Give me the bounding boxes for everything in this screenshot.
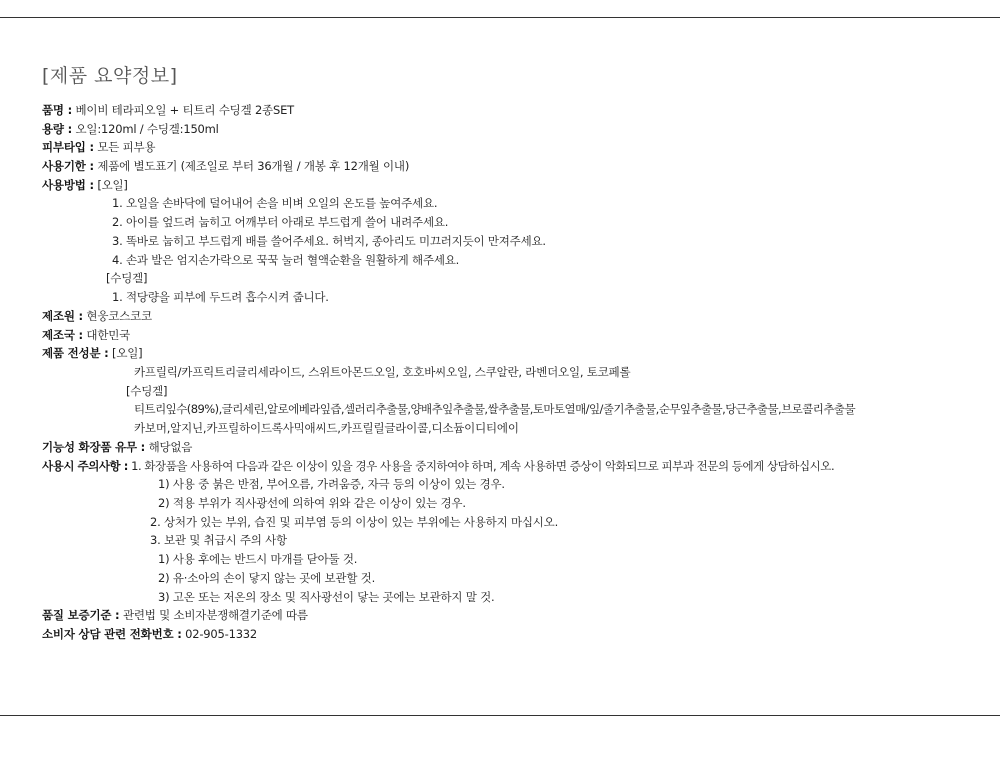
capacity-label: 용량 : [42,122,73,136]
contact-row [42,626,257,642]
product-name-value: 베이비 테라피오일 + 티트리 수딩겔 2종SET [75,103,294,117]
caution-sub-item: 1) 사용 중 붉은 반점, 부어오름, 가려움증, 자극 등의 이상이 있는 경우. [158,477,505,491]
expiry-label: 사용기한 : [42,159,94,173]
top-divider [0,17,1000,18]
usage-oil-header: [오일] [97,178,128,192]
manufacturer-row [42,308,152,324]
country-value: 대한민국 [86,328,131,342]
quality-value: 관련법 및 소비자분쟁해결기준에 따름 [122,608,308,622]
ingredients-gel-text: 카보머,알지닌,카프릴하이드록사믹애씨드,카프릴릴글라이콜,디소듐이디티에이 [134,421,519,435]
caution-label: 사용시 주의사항 : [42,459,128,473]
bottom-divider [0,715,1000,716]
manufacturer-value: 현웅코스코코 [86,309,152,323]
caution-sub-item: 1) 사용 후에는 반드시 마개를 닫아둘 것. [158,552,358,566]
usage-row [42,177,128,193]
ingredients-oil-text: 카프릴릭/카프릭트리글리세라이드, 스위트아몬드오일, 호호바씨오일, 스쿠알란, 라벤더오일, 토코페롤 [134,365,631,379]
usage-oil-step: 1. 오일을 손바닥에 덜어내어 손을 비벼 오일의 온도를 높여주세요. [112,196,438,210]
ingredients-gel-text: 티트리잎수(89%),글리세린,알로에베라잎즙,셀러리추출물,양배추잎추출물,쌀추출물,토마토열매/잎/줄기추출물,순무잎추출물,당근추출물,브로콜리추출물 [134,402,856,416]
product-name-label: 품명 : [42,103,73,117]
quality-label: 품질 보증기준 : [42,608,120,622]
caution-item-1: 1. 화장품을 사용하여 다음과 같은 이상이 있을 경우 사용을 중지하여야 하며, 계속 사용하면 증상이 악화되므로 피부과 전문의 등에게 상담하십시오. [131,459,835,473]
skin-type-value: 모든 피부용 [97,140,156,154]
ingredients-label: 제품 전성분 : [42,346,109,360]
quality-row [42,607,308,623]
caution-item-3: 3. 보관 및 취급시 주의 사항 [150,533,287,547]
caution-row [42,458,834,474]
expiry-value: 제품에 별도표기 (제조일로 부터 36개월 / 개봉 후 12개월 이내) [97,159,410,173]
caution-item-2: 2. 상처가 있는 부위, 습진 및 피부염 등의 이상이 있는 부위에는 사용하지 마십시오. [150,515,559,529]
capacity-row [42,121,219,137]
usage-gel-header: [수딩겔] [106,271,148,285]
caution-sub-item: 3) 고온 또는 저온의 장소 및 직사광선이 닿는 곳에는 보관하지 말 것. [158,590,495,604]
capacity-value: 오일:120ml / 수딩겔:150ml [75,122,219,136]
section-title: [제품 요약정보] [42,65,178,87]
usage-label: 사용방법 : [42,178,94,192]
functional-value: 해당없음 [148,440,193,454]
ingredients-oil-header: [오일] [112,346,143,360]
usage-oil-step: 4. 손과 발은 엄지손가락으로 꾹꾹 눌러 혈액순환을 원활하게 해주세요. [112,253,460,267]
usage-oil-step: 3. 똑바로 눕히고 부드럽게 배를 쓸어주세요. 허벅지, 종아리도 미끄러지듯이 만져주세요. [112,234,546,248]
ingredients-row [42,345,142,361]
skin-type-row [42,139,155,155]
product-name-row [42,102,294,118]
country-row [42,327,130,343]
usage-gel-step: 1. 적당량을 피부에 두드려 흡수시켜 줍니다. [112,290,329,304]
expiry-row [42,158,409,174]
ingredients-gel-header: [수딩겔] [126,384,168,398]
caution-sub-item: 2) 적용 부위가 직사광선에 의하여 위와 같은 이상이 있는 경우. [158,496,466,510]
usage-oil-step: 2. 아이를 엎드려 눕히고 어깨부터 아래로 부드럽게 쓸어 내려주세요. [112,215,449,229]
contact-label: 소비자 상담 관련 전화번호 : [42,627,182,641]
contact-phone: 02-905-1332 [185,627,258,641]
country-label: 제조국 : [42,328,83,342]
skin-type-label: 피부타입 : [42,140,94,154]
functional-label: 기능성 화장품 유무 : [42,440,146,454]
manufacturer-label: 제조원 : [42,309,83,323]
functional-row [42,439,192,455]
caution-sub-item: 2) 유·소아의 손이 닿지 않는 곳에 보관할 것. [158,571,376,585]
